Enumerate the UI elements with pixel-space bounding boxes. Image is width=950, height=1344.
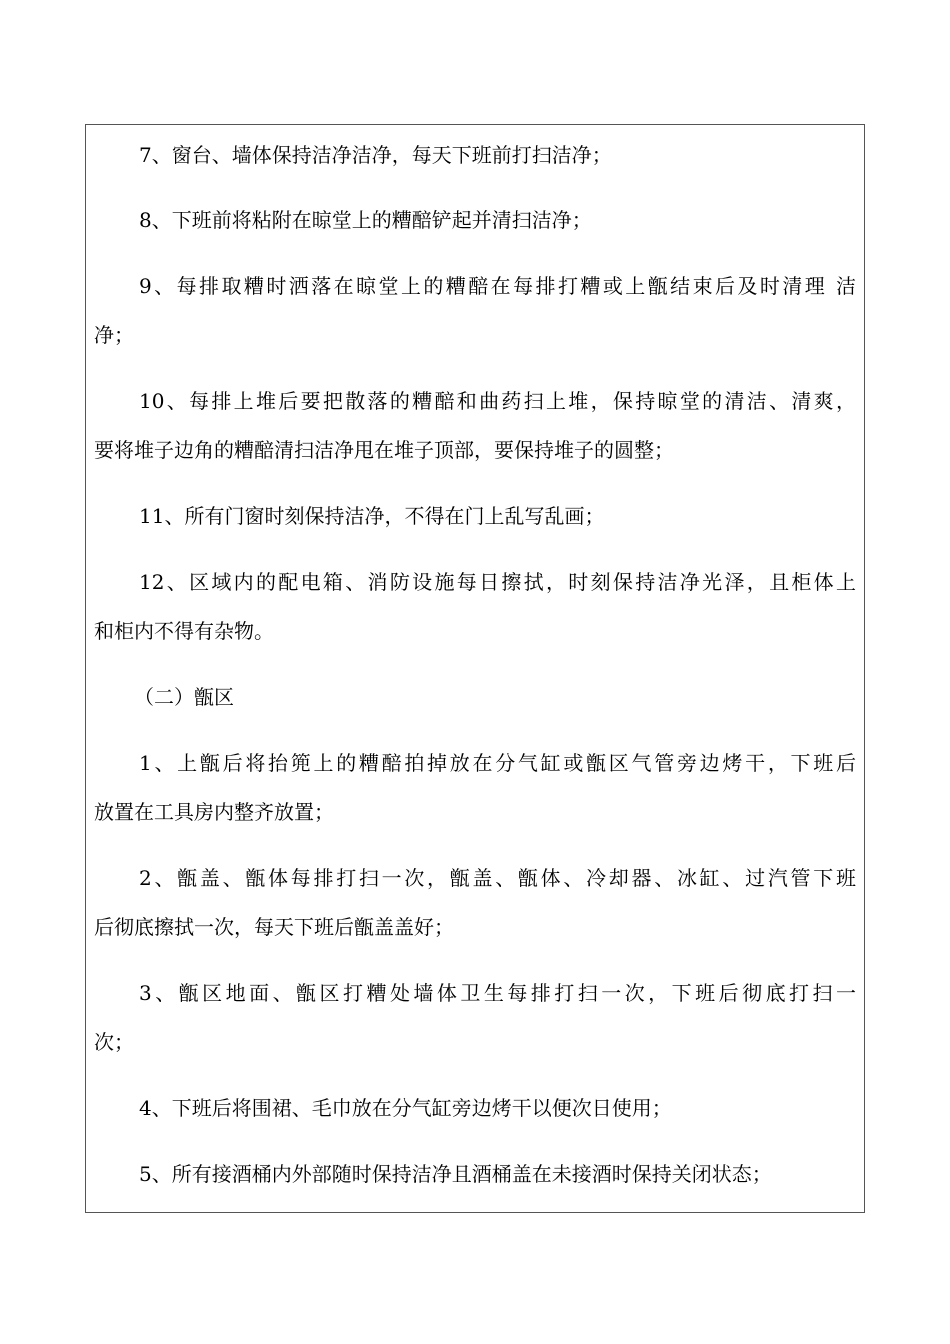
zeng-item-5: 5、所有接酒桶内外部随时保持洁净且酒桶盖在未接酒时保持关闭状态； [139,1162,772,1186]
zeng-item-4: 4、下班后将围裙、毛巾放在分气缸旁边烤干以便次日使用； [139,1096,672,1120]
item-8: 8、下班前将粘附在晾堂上的糟醅铲起并清扫洁净； [139,208,592,232]
zeng-item-1-line-2: 放置在工具房内整齐放置； [94,800,334,824]
zeng-item-2-line-1: 2、甑盖、甑体每排打扫一次，甑盖、甑体、冷却器、冰缸、过汽管下班 [139,866,856,890]
item-11: 11、所有门窗时刻保持洁净，不得在门上乱写乱画； [139,504,605,528]
item-9-line-2: 净； [94,323,134,347]
item-10-line-2: 要将堆子边角的糟醅清扫洁净甩在堆子顶部，要保持堆子的圆整； [94,438,674,462]
content-box [85,124,865,1213]
item-12-line-1: 12、区域内的配电箱、消防设施每日擦拭，时刻保持洁净光泽，且柜体上 [139,570,856,594]
zeng-item-1-line-1: 1、上甑后将抬篼上的糟醅拍掉放在分气缸或甑区气管旁边烤干，下班后 [139,751,856,775]
item-10-line-1: 10、每排上堆后要把散落的糟醅和曲药扫上堆，保持晾堂的清洁、清爽， [139,389,856,413]
section-heading-zeng: （二）甑区 [134,685,234,709]
zeng-item-3-line-2: 次； [94,1030,134,1054]
item-12-line-2: 和柜内不得有杂物。 [94,619,274,643]
item-9-line-1: 9、每排取糟时洒落在晾堂上的糟醅在每排打糟或上甑结束后及时清理 洁 [139,274,856,298]
item-7: 7、窗台、墙体保持洁净洁净，每天下班前打扫洁净； [139,143,612,167]
zeng-item-2-line-2: 后彻底擦拭一次，每天下班后甑盖盖好； [94,915,454,939]
zeng-item-3-line-1: 3、甑区地面、甑区打糟处墙体卫生每排打扫一次，下班后彻底打扫一 [139,981,856,1005]
